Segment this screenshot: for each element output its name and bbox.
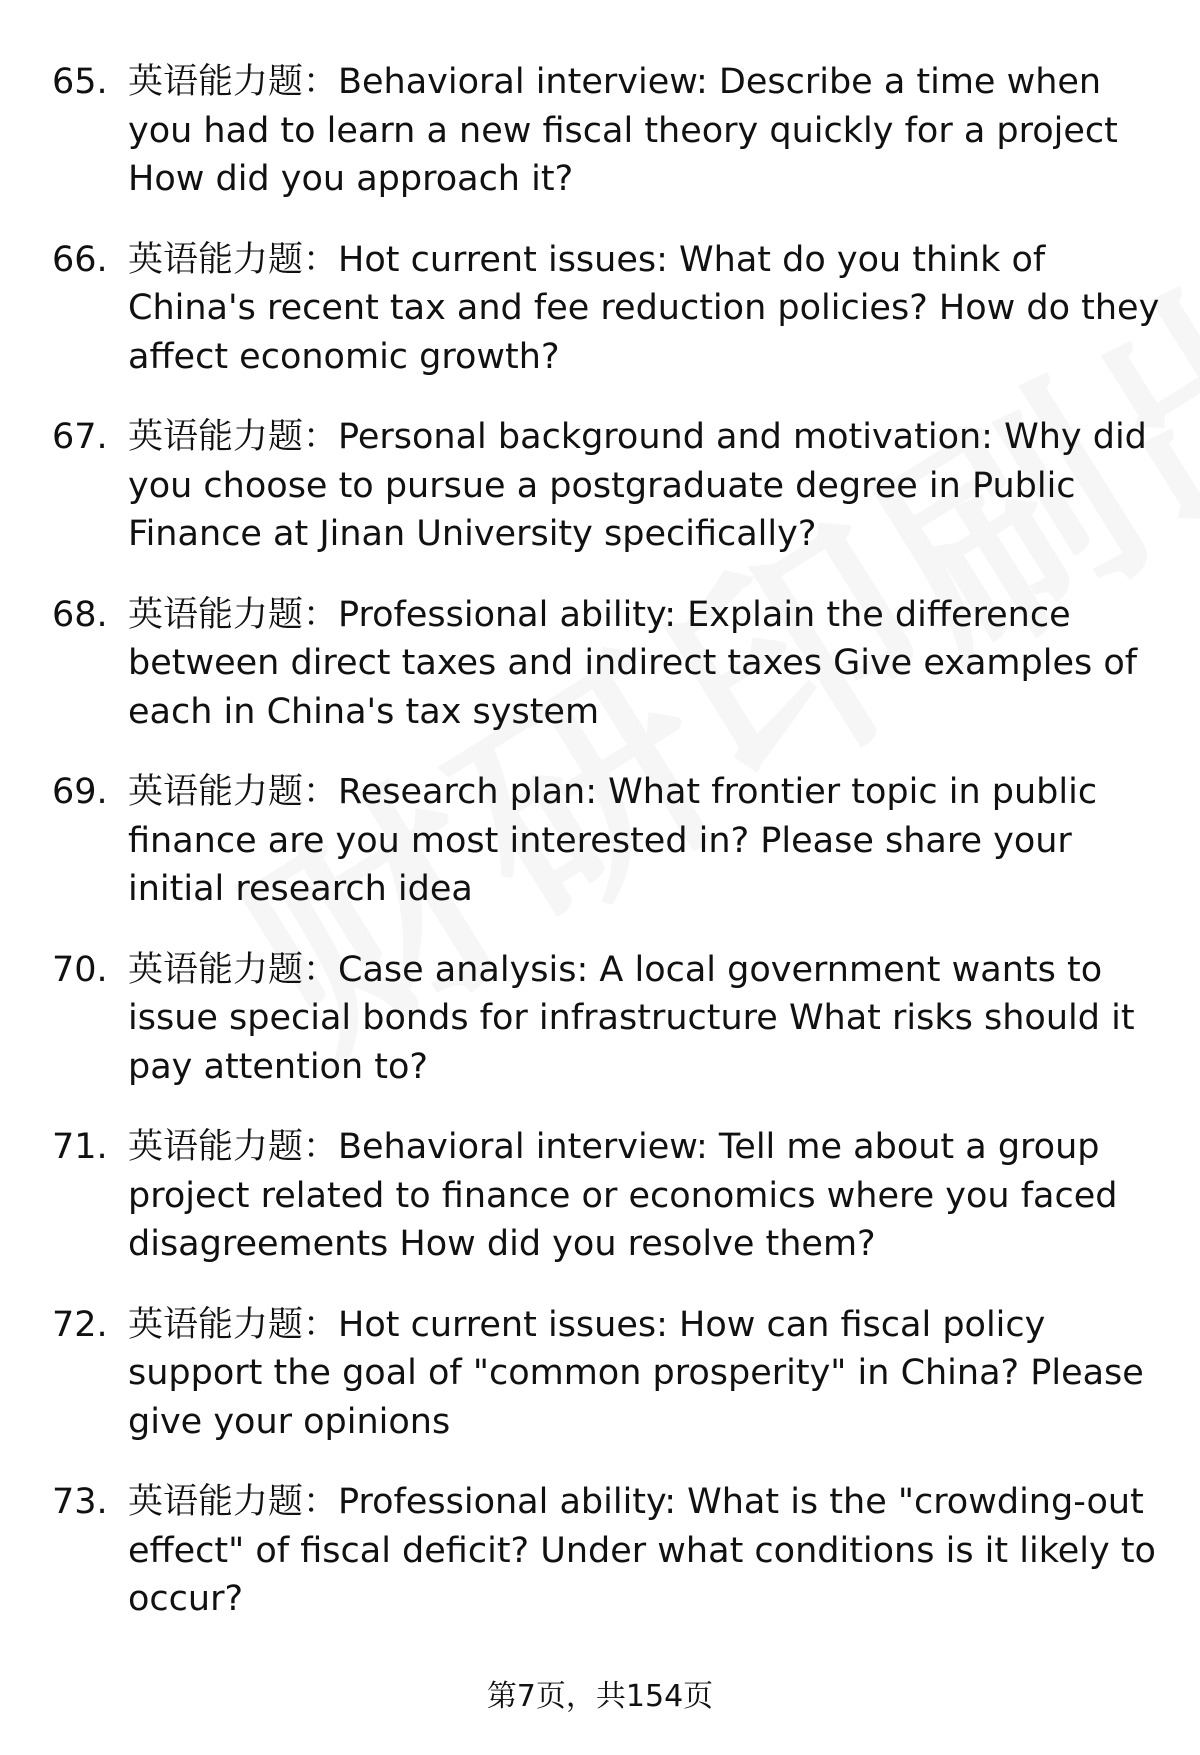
page-indicator: 第7页，共154页 (486, 1679, 714, 1714)
question-number: 71. (52, 1127, 108, 1167)
question-item (52, 1123, 1162, 1269)
question-item (52, 768, 1162, 914)
question-text: 英语能力题：Behavioral interview: Tell me about a group project related to finance or economics where you faced disagreements How did you resolve them? (128, 1127, 1118, 1264)
question-text: 英语能力题：Hot current issues: What do you think of China's recent tax and fee reduction policies? How do they affect economic growth? (128, 239, 1160, 377)
question-item (52, 1478, 1162, 1624)
question-list (52, 58, 1162, 1656)
question-number: 70. (52, 949, 108, 990)
question-text: 英语能力题：Professional ability: Explain the difference between direct taxes and indirect taxes Give examples of each in China's tax system (128, 594, 1138, 732)
question-number: 65. (52, 62, 108, 102)
question-text: 英语能力题：Behavioral interview: Describe a time when you had to learn a new fiscal theory quickly for a project How did you approach it? (128, 62, 1118, 199)
question-item (52, 1301, 1162, 1447)
question-number: 66. (52, 239, 108, 280)
question-text: 英语能力题：Professional ability: What is the "crowding-out effect" of fiscal deficit? Under what conditions is it likely to occur? (128, 1482, 1156, 1619)
question-number: 68. (52, 594, 108, 635)
question-text: 英语能力题：Hot current issues: How can fiscal policy support the goal of "common prosperity" in China? Please give your opinions (128, 1304, 1144, 1442)
question-number: 72. (52, 1304, 108, 1345)
question-text: 英语能力题：Research plan: What frontier topic in public finance are you most interested in? Please share your initial research idea (128, 772, 1098, 909)
question-number: 67. (52, 417, 108, 457)
question-item (52, 946, 1162, 1092)
question-number: 69. (52, 772, 108, 812)
question-item (52, 236, 1162, 382)
question-number: 73. (52, 1482, 108, 1522)
question-item (52, 591, 1162, 737)
question-item (52, 58, 1162, 204)
question-text: 英语能力题：Personal background and motivation: Why did you choose to pursue a postgraduate degree in Public Finance at Jinan University specifically? (128, 417, 1147, 554)
question-item (52, 413, 1162, 559)
question-text: 英语能力题：Case analysis: A local government wants to issue special bonds for infrastructure What risks should it pay attention to? (128, 949, 1135, 1087)
